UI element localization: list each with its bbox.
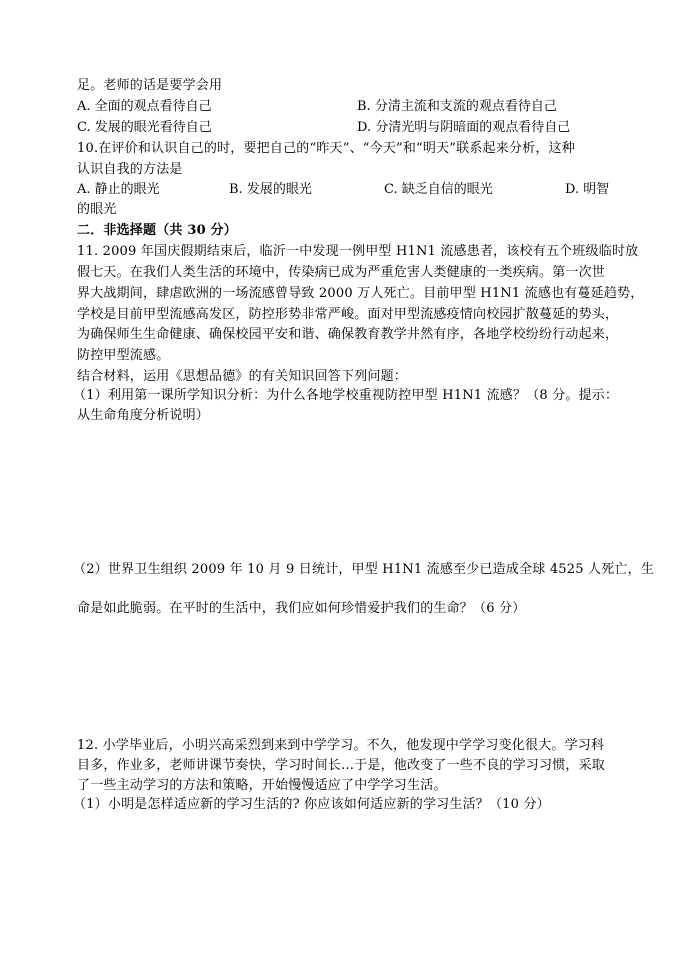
- section-2-title: 二．非选择题（共 30 分）: [77, 223, 237, 238]
- q11-sub1-line-2: 从生命角度分析说明）: [77, 408, 210, 423]
- q12-line: 12. 小学毕业后，小明兴高采烈到来到中学学习。不久，他发现中学学习变化很大。学习科: [77, 738, 605, 753]
- question-9-stem-end: 足。老师的话是要学会用: [77, 78, 223, 93]
- q11-instruction: 结合材料，运用《思想品德》的有关知识回答下列问题：: [77, 369, 408, 384]
- q11-sub2-line-1: （2）世界卫生组织 2009 年 10 月 9 日统计，甲型 H1N1 流感至少已造成全球 4525 人死亡，生: [73, 562, 655, 577]
- q10-stem-line-2: 认识自我的方法是: [77, 162, 183, 177]
- q12-line: 了一些主动学习的方法和策略，开始慢慢适应了中学学习生活。: [77, 778, 447, 793]
- q11-line: 界大战期间，肆虐欧洲的一场流感曾导致 2000 万人死亡。目前甲型 H1N1 流感也有蔓延趋势，: [77, 286, 644, 301]
- q9-option-a: A. 全面的观点看待自己: [77, 99, 212, 114]
- q9-option-d: D. 分清光明与阴暗面的观点看待自己: [357, 120, 571, 135]
- q12-line: 目多，作业多，老师讲课节奏快，学习时间长…于是，他改变了一些不良的学习习惯，采取: [77, 758, 606, 773]
- q10-option-d-cont: 的眼光: [77, 202, 117, 217]
- q10-option-c: C. 缺乏自信的眼光: [384, 182, 493, 197]
- q11-line: 防控甲型流感。: [77, 348, 170, 363]
- q12-sub1: （1）小明是怎样适应新的学习生活的? 你应该如何适应新的学习生活？（10 分）: [73, 797, 550, 812]
- q10-option-b: B. 发展的眼光: [229, 182, 312, 197]
- q10-option-a: A. 静止的眼光: [77, 182, 160, 197]
- q11-line: 11. 2009 年国庆假期结束后，临沂一中发现一例甲型 H1N1 流感患者，该校有五个班级临时放: [77, 244, 639, 259]
- q11-line: 为确保师生生命健康、确保校园平安和谐、确保教育教学井然有序，各地学校纷纷行动起来，: [77, 327, 619, 342]
- q10-option-d: D. 明智: [565, 182, 610, 197]
- q11-line: 学校是目前甲型流感高发区，防控形势非常严峻。面对甲型流感疫情向校园扩散蔓延的势头，: [77, 307, 619, 322]
- q10-stem-line-1: 10.在评价和认识自己的时，要把自己的“昨天”、“今天”和“明天”联系起来分析，这种: [77, 141, 575, 156]
- q9-option-b: B. 分清主流和支流的观点看待自己: [357, 99, 557, 114]
- q11-sub2-line-2: 命是如此脆弱。在平时的生活中，我们应如何珍惜爱护我们的生命？（6 分）: [77, 601, 526, 616]
- q11-line: 假七天。在我们人类生活的环境中，传染病已成为严重危害人类健康的一类疾病。第一次世: [77, 265, 606, 280]
- q11-sub1-line-1: （1）利用第一课所学知识分析：为什么各地学校重视防控甲型 H1N1 流感？（8 分。提示：: [73, 388, 619, 403]
- q9-option-c: C. 发展的眼光看待自己: [77, 120, 212, 135]
